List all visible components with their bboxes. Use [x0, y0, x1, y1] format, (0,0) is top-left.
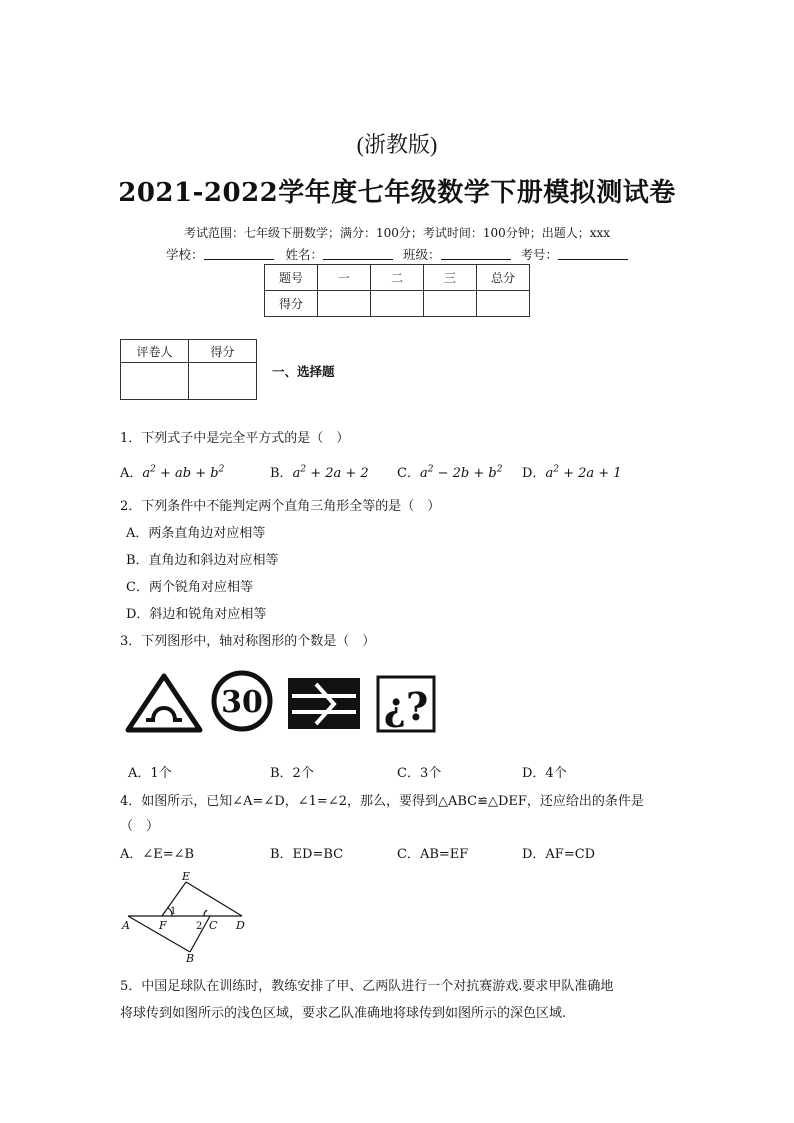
- score-header-cell: 三: [424, 265, 477, 291]
- exam-title: 2021-2022学年度七年级数学下册模拟测试卷: [118, 178, 676, 208]
- question-4-option-b: B．ED=BC: [270, 847, 344, 862]
- score-cell: [477, 291, 530, 317]
- school-blank: [204, 247, 274, 260]
- student-fields: [0, 245, 794, 263]
- score-header-cell: 题号: [265, 265, 318, 291]
- edition-label: (浙教版): [356, 132, 438, 157]
- question-1-option-b: B．$a^2 + 2a + 2$: [270, 464, 369, 481]
- score-cell: [318, 291, 371, 317]
- score-header-cell: 二: [371, 265, 424, 291]
- question-1-option-d: D．$a^2 + 2a + 1$: [522, 464, 622, 481]
- score-header-cell: 一: [318, 265, 371, 291]
- score-row-label: 得分: [265, 291, 318, 317]
- question-1-option-a: A．$a^2$ + ab + $b^2$: [120, 464, 225, 481]
- question-1-option-c: C．$a^2 - 2b + b^2$: [397, 464, 503, 481]
- label-d: D: [236, 919, 245, 932]
- label-e: E: [182, 870, 191, 883]
- option-math: $a^2$ + ab + $b^2$: [142, 464, 225, 481]
- section-title: 一、选择题: [272, 364, 335, 379]
- sign-30-text: 30: [221, 685, 263, 720]
- grader-cell: [189, 363, 257, 400]
- question-4-stem-cont: （ ）: [120, 819, 160, 834]
- question-3-option-c: C．3个: [397, 766, 442, 781]
- question-2-option-b: B．直角边和斜边对应相等: [126, 553, 279, 568]
- exam-number-label: 考号：: [520, 247, 558, 262]
- name-blank: [323, 247, 393, 260]
- question-4-option-a: A．∠E=∠B: [120, 847, 195, 862]
- question-2-option-c: C．两个锐角对应相等: [126, 580, 253, 595]
- score-cell: [371, 291, 424, 317]
- question-3-option-a: A．1个: [128, 766, 172, 781]
- question-4-figure: [118, 868, 258, 964]
- question-1-stem: 1．下列式子中是完全平方式的是（ ）: [120, 431, 350, 446]
- label-c: C: [209, 919, 218, 932]
- exam-info: 考试范围：七年级下册数学；满分：100分；考试时间：100分钟；出题人；xxx: [183, 226, 611, 240]
- score-table: [264, 264, 530, 317]
- grader-header-cell: 评卷人: [121, 340, 189, 363]
- label-angle-1: 1: [170, 906, 177, 917]
- option-math: $a^2 + 2a + 2$: [292, 464, 369, 481]
- class-label: 班级：: [402, 247, 441, 262]
- question-3-stem: 3．下列图形中，轴对称图形的个数是（ ）: [120, 634, 376, 649]
- question-5-stem-line-2: 将球传到如图所示的浅色区域，要求乙队准确地将球传到如图所示的深色区域.: [120, 1006, 567, 1021]
- question-3-option-b: B．2个: [270, 766, 314, 781]
- grader-table: [120, 339, 257, 400]
- question-4-option-c: C．AB=EF: [397, 847, 469, 862]
- school-label: 学校：: [165, 247, 204, 262]
- question-mark-sign-icon: [378, 677, 434, 731]
- class-blank: [441, 247, 511, 260]
- triangle-hump-sign-icon: [128, 676, 200, 730]
- triangle-geometry-diagram: [128, 882, 242, 952]
- question-3-figures: [120, 668, 450, 748]
- question-2-option-d: D．斜边和锐角对应相等: [126, 607, 267, 622]
- label-b: B: [186, 952, 195, 964]
- grader-cell: [121, 363, 189, 400]
- label-f: F: [159, 919, 167, 932]
- speed-limit-30-sign-icon: [214, 673, 270, 729]
- question-2-option-a: A．两条直角边对应相等: [126, 526, 266, 541]
- name-label: 姓名：: [285, 247, 323, 262]
- question-2-stem: 2．下列条件中不能判定两个直角三角形全等的是（ ）: [120, 499, 441, 514]
- question-3-option-d: D．4个: [522, 766, 567, 781]
- grader-header-cell: 得分: [189, 340, 257, 363]
- score-header-cell: 总分: [477, 265, 530, 291]
- question-5-stem-line-1: 5．中国足球队在训练时，教练安排了甲、乙两队进行一个对抗赛游戏.要求甲队准确地: [120, 979, 614, 994]
- railway-arrows-sign-icon: [288, 678, 360, 729]
- option-math: $a^2 + 2a + 1$: [545, 464, 622, 481]
- sign-question-text: ¿?: [383, 684, 429, 729]
- question-4-option-d: D．AF=CD: [522, 847, 596, 862]
- exam-number-blank: [558, 247, 628, 260]
- label-a: A: [122, 919, 130, 932]
- label-angle-2: 2: [196, 921, 203, 932]
- score-cell: [424, 291, 477, 317]
- question-4-stem: 4．如图所示，已知∠A=∠D，∠1=∠2，那么，要得到△ABC≌△DEF，还应给出的条件是: [120, 794, 644, 809]
- option-math: $a^2 - 2b + b^2$: [419, 464, 503, 481]
